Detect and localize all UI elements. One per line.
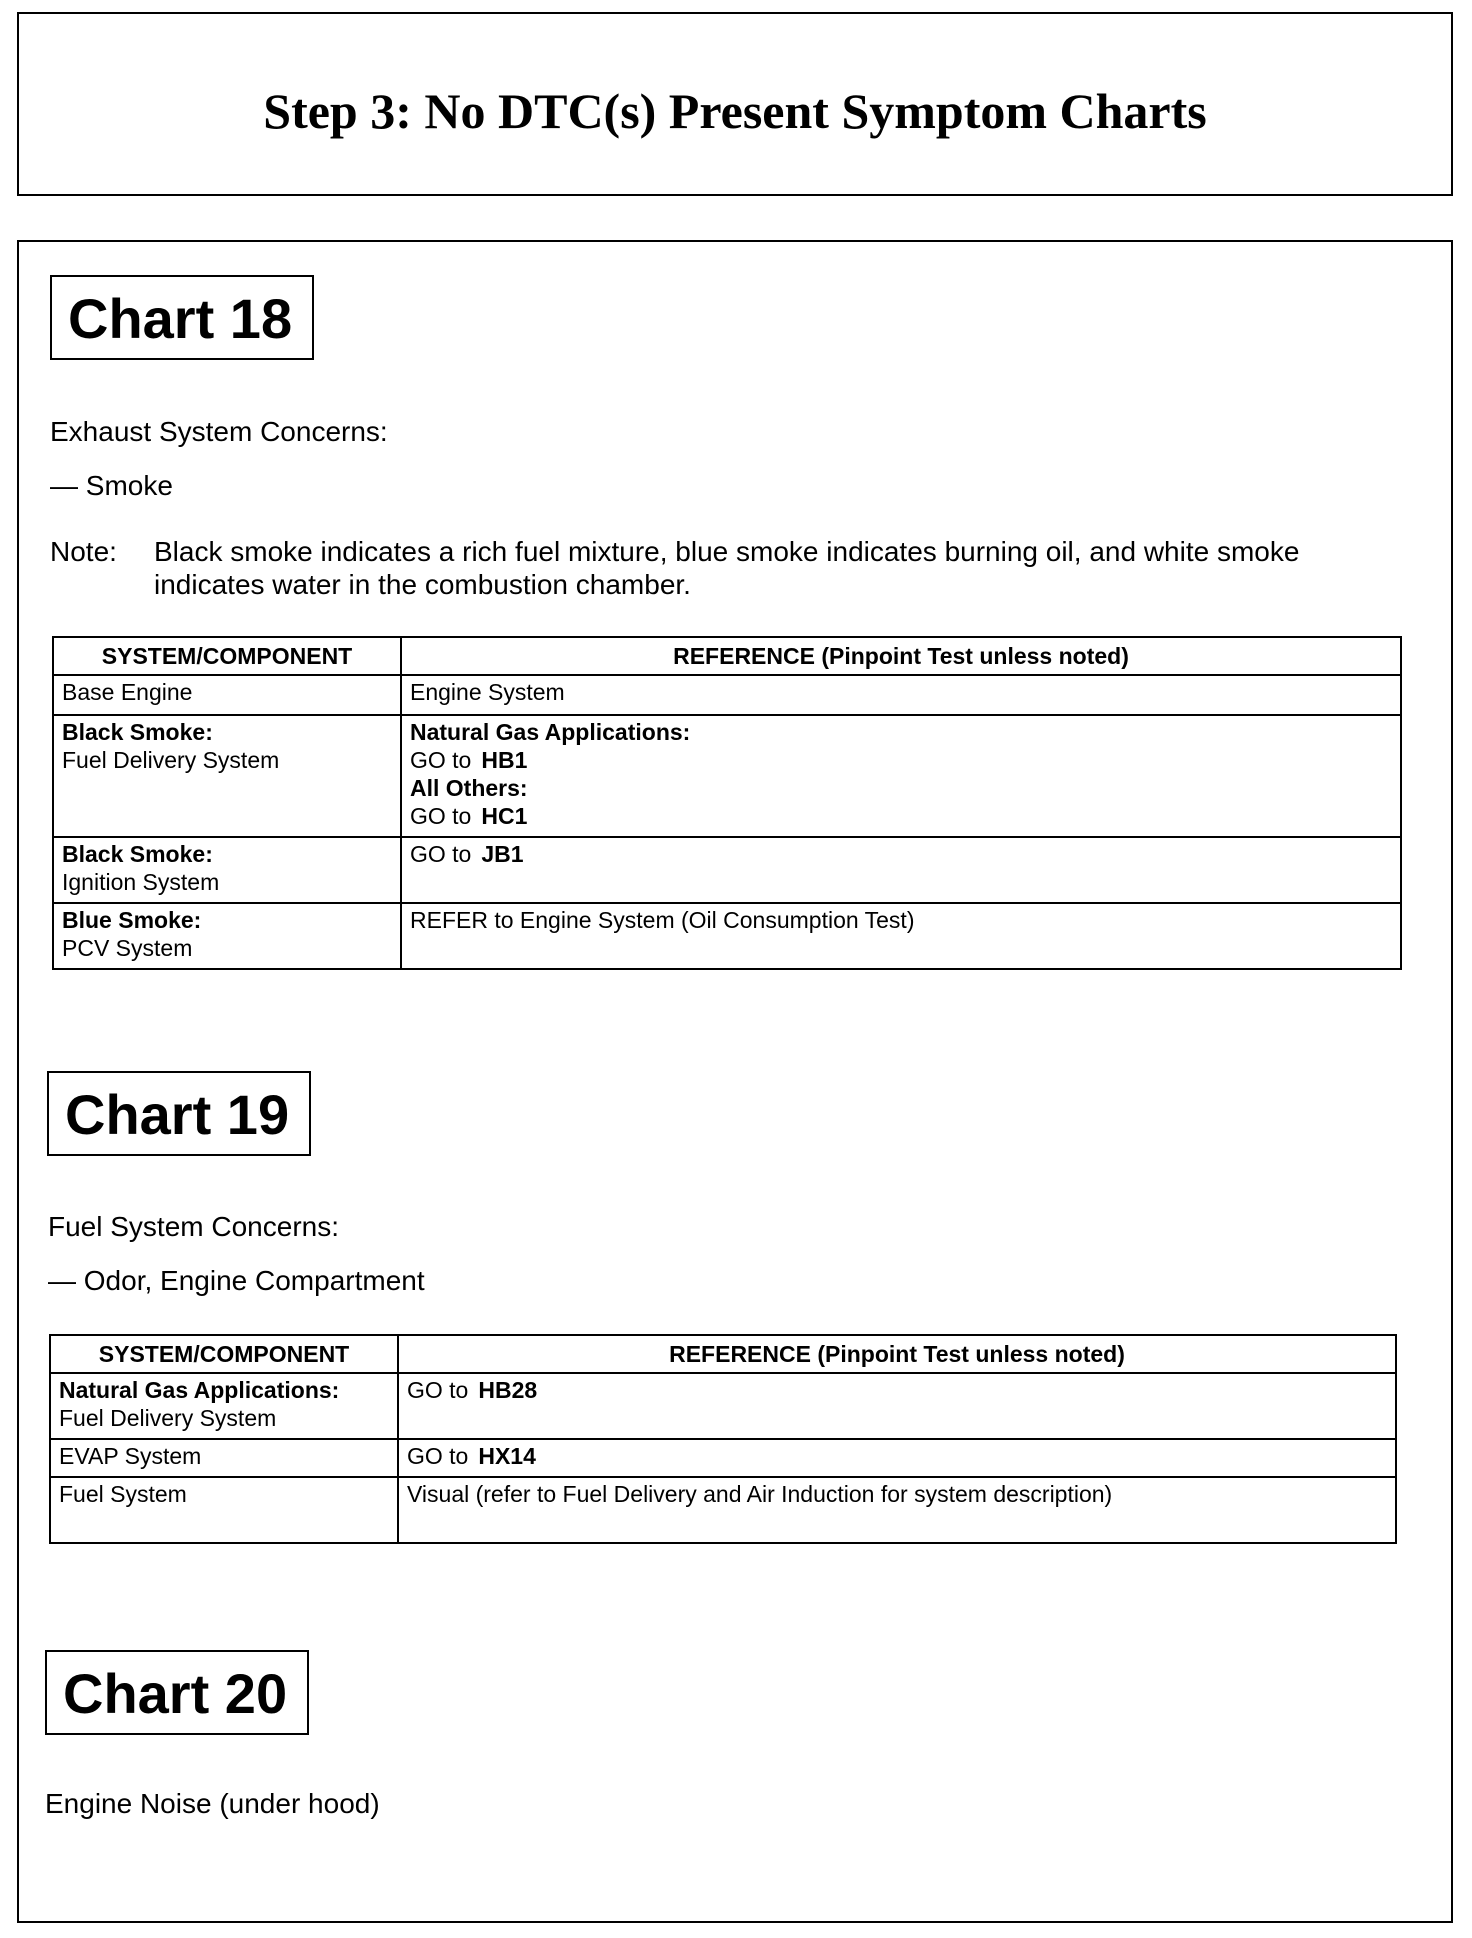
table-header-row — [53, 637, 1401, 675]
header-box — [17, 12, 1453, 196]
system-cell — [50, 1373, 398, 1439]
reference-heading: All Others: — [410, 775, 528, 801]
test-code: HC1 — [481, 803, 528, 829]
system-name: Fuel Delivery System — [59, 1405, 277, 1431]
go-to-text: GO to — [410, 747, 472, 773]
reference-cell — [398, 1439, 1396, 1477]
system-cell — [53, 903, 401, 969]
chart-20-concern: Engine Noise (under hood) — [45, 1788, 380, 1819]
chart-19-label: Chart 19 — [47, 1071, 311, 1156]
column-header-reference: REFERENCE (Pinpoint Test unless noted) — [401, 637, 1401, 675]
reference-go-line — [407, 1376, 1387, 1404]
test-code: JB1 — [481, 841, 524, 867]
reference-cell — [401, 837, 1401, 903]
reference-text: Engine System — [410, 679, 565, 705]
page-title: Step 3: No DTC(s) Present Symptom Charts — [263, 83, 1207, 139]
chart-18-label: Chart 18 — [50, 275, 314, 360]
test-code: HB28 — [478, 1377, 538, 1403]
test-code: HX14 — [478, 1443, 536, 1469]
reference-text: Visual (refer to Fuel Delivery and Air Induction for system description) — [407, 1481, 1113, 1507]
system-name: Ignition System — [62, 869, 220, 895]
test-code: HB1 — [481, 747, 528, 773]
table-row — [50, 1477, 1396, 1543]
system-heading: Black Smoke: — [62, 841, 213, 867]
table-header-row — [50, 1335, 1396, 1373]
system-cell — [53, 837, 401, 903]
column-header-system: SYSTEM/COMPONENT — [50, 1335, 398, 1373]
reference-cell — [398, 1477, 1396, 1543]
chart-18-item: — Smoke — [50, 470, 173, 501]
reference-cell — [401, 675, 1401, 715]
reference-cell — [401, 903, 1401, 969]
go-to-text: GO to — [410, 803, 472, 829]
chart-19-table — [49, 1334, 1397, 1544]
system-heading: Blue Smoke: — [62, 907, 202, 933]
chart-18-note-text: Black smoke indicates a rich fuel mixture, blue smoke indicates burning oil, and white smoke indicates water in the combustion chamber. — [154, 536, 1300, 600]
chart-18-table — [52, 636, 1402, 970]
go-to-text: GO to — [407, 1443, 469, 1469]
system-heading: Natural Gas Applications: — [59, 1377, 340, 1403]
table-row — [53, 715, 1401, 837]
table-row — [50, 1439, 1396, 1477]
column-header-reference: REFERENCE (Pinpoint Test unless noted) — [398, 1335, 1396, 1373]
system-cell — [50, 1439, 398, 1477]
system-name: Fuel Delivery System — [62, 747, 280, 773]
system-name: PCV System — [62, 935, 193, 961]
table-row — [50, 1373, 1396, 1439]
reference-text: REFER to Engine System (Oil Consumption Test) — [410, 907, 915, 933]
reference-heading: Natural Gas Applications: — [410, 719, 691, 745]
table-row — [53, 675, 1401, 715]
system-cell — [53, 675, 401, 715]
reference-go-line — [410, 802, 1392, 830]
reference-cell — [401, 715, 1401, 837]
chart-18-concern: Exhaust System Concerns: — [50, 416, 388, 447]
column-header-system: SYSTEM/COMPONENT — [53, 637, 401, 675]
go-to-text: GO to — [407, 1377, 469, 1403]
system-name: EVAP System — [59, 1443, 202, 1469]
table-row — [53, 903, 1401, 969]
table-row — [53, 837, 1401, 903]
go-to-text: GO to — [410, 841, 472, 867]
system-heading: Black Smoke: — [62, 719, 213, 745]
chart-18-note-label: Note: — [50, 536, 117, 567]
system-cell — [53, 715, 401, 837]
system-name: Fuel System — [59, 1481, 187, 1507]
chart-19-item: — Odor, Engine Compartment — [48, 1265, 425, 1296]
system-name: Base Engine — [62, 679, 193, 705]
reference-go-line — [410, 840, 1392, 868]
chart-20-label: Chart 20 — [45, 1650, 309, 1735]
reference-go-line — [407, 1442, 1387, 1470]
reference-cell — [398, 1373, 1396, 1439]
system-cell — [50, 1477, 398, 1543]
reference-go-line — [410, 746, 1392, 774]
chart-19-concern: Fuel System Concerns: — [48, 1211, 339, 1242]
